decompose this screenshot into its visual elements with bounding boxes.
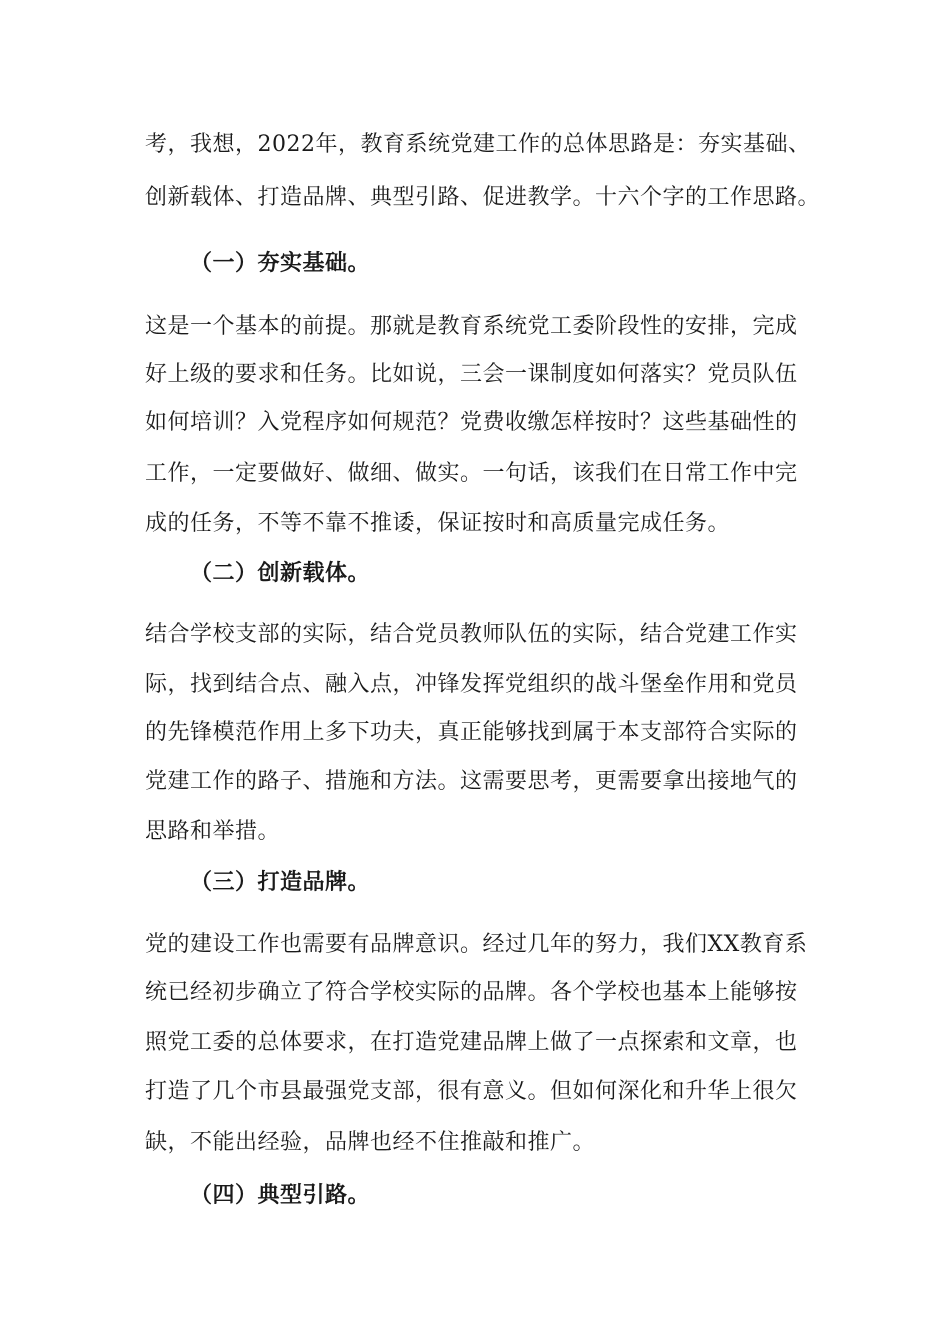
section-heading: （一）夯实基础。 [190,250,371,276]
paragraph-line: 打造了几个市县最强党支部，很有意义。但如何深化和升华上很欠 [145,1079,798,1104]
paragraph-line: 成的任务，不等不靠不推诿，保证按时和高质量完成任务。 [145,511,731,536]
section-heading: （三）打造品牌。 [190,869,371,895]
paragraph-line: 工作，一定要做好、做细、做实。一句话，该我们在日常工作中完 [145,461,798,486]
paragraph-line: 这是一个基本的前提。那就是教育系统党工委阶段性的安排，完成 [145,314,798,339]
section-heading: （四）典型引路。 [190,1182,371,1208]
paragraph-line: 党建工作的路子、措施和方法。这需要思考，更需要拿出接地气的 [145,769,798,794]
section-heading: （二）创新载体。 [190,560,371,586]
paragraph-line: 际，找到结合点、融入点，冲锋发挥党组织的战斗堡垒作用和党员 [145,672,798,697]
paragraph-line: 结合学校支部的实际，结合党员教师队伍的实际，结合党建工作实 [145,622,798,647]
paragraph-line: 党的建设工作也需要有品牌意识。经过几年的努力，我们XX教育系 [145,932,808,957]
paragraph-line: 创新载体、打造品牌、典型引路、促进教学。十六个字的工作思路。 [145,185,821,210]
paragraph-line: 思路和举措。 [145,819,281,844]
paragraph-line: 的先锋模范作用上多下功夫，真正能够找到属于本支部符合实际的 [145,720,798,745]
paragraph-line: 缺，不能出经验，品牌也经不住推敲和推广。 [145,1130,596,1155]
paragraph-line: 考，我想，2022年，教育系统党建工作的总体思路是：夯实基础、 [145,132,811,157]
paragraph-line: 统已经初步确立了符合学校实际的品牌。各个学校也基本上能够按 [145,980,798,1005]
paragraph-line: 如何培训？入党程序如何规范？党费收缴怎样按时？这些基础性的 [145,410,798,435]
paragraph-line: 照党工委的总体要求，在打造党建品牌上做了一点探索和文章，也 [145,1030,798,1055]
paragraph-line: 好上级的要求和任务。比如说，三会一课制度如何落实？党员队伍 [145,362,798,387]
